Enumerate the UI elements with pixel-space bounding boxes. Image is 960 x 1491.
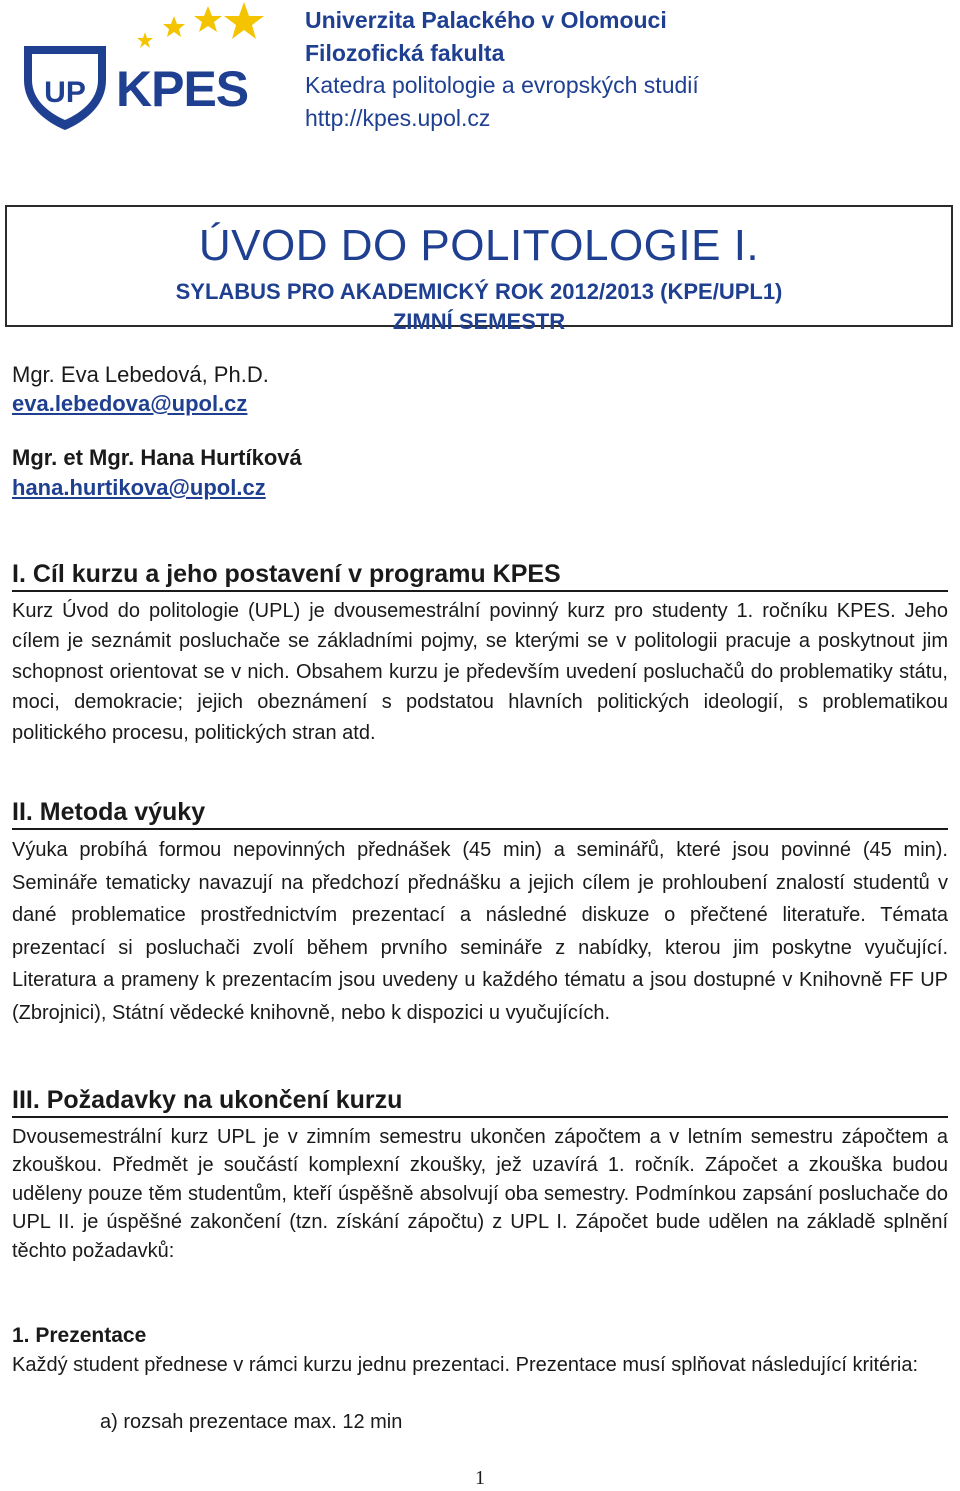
criteria-list-item: a) rozsah prezentace max. 12 min bbox=[100, 1411, 403, 1433]
university-info bbox=[305, 4, 699, 134]
faculty-name: Filozofická fakulta bbox=[305, 39, 505, 66]
kpes-logo bbox=[18, 2, 270, 152]
section-text-goal bbox=[12, 596, 948, 748]
logo-monogram: UP bbox=[44, 76, 86, 109]
author-email-1[interactable]: eva.lebedova@upol.cz bbox=[12, 391, 248, 416]
section-paragraph: Kurz Úvod do politologie (UPL) je dvousemestrální povinný kurz pro studenty 1. ročníku KPES. Jeho cílem je seznámit posluchače se základními pojmy, se kterými se v politologii pracuje a poskytnout jim schopnost orientovat se v nich. Obsahem kurzu je především uvedení posluchačů do problematiky státu, moci, demokracie; jejich obeznámení s podstatou hlavních politických ideologií, s problematikou politického procesu, politických stran atd. bbox=[12, 600, 948, 744]
syllabus-line: SYLABUS PRO AKADEMICKÝ ROK 2012/2013 (KPE/UPL1) bbox=[175, 279, 783, 304]
section-text-requirements bbox=[12, 1123, 948, 1265]
section-paragraph: Dvousemestrální kurz UPL je v zimním semestru ukončen zápočtem a v letním semestru zápočtem a zkouškou. Předmět je součástí komplexní zkoušky, jež uzavírá 1. ročník. Zápočet a zkouška budou uděleny pouze těm studentům, kteří úspěšně absolvují oba semestry. Podmínkou zapsání posluchače do UPL II. je úspěšné zakončení (tzn. získání zápočtu) z UPL I. Zápočet bude udělen na základě splnění těchto požadavků: bbox=[12, 1126, 948, 1262]
semester-line: ZIMNÍ SEMESTR bbox=[392, 309, 566, 334]
section-heading-goal: I. Cíl kurzu a jeho postavení v programu KPES bbox=[12, 559, 948, 592]
author-email-2[interactable]: hana.hurtikova@upol.cz bbox=[12, 475, 266, 500]
university-name: Univerzita Palackého v Olomouci bbox=[305, 7, 667, 33]
department-name: Katedra politologie a evropských studií bbox=[305, 72, 699, 98]
page-number: 1 bbox=[475, 1467, 485, 1489]
title-box bbox=[5, 205, 953, 334]
subsection-text-presentation bbox=[12, 1351, 948, 1379]
kpes-logo-graphic bbox=[18, 2, 270, 152]
section-heading-requirements: III. Požadavky na ukončení kurzu bbox=[12, 1085, 948, 1118]
author-name-1: Mgr. Eva Lebedová, Ph.D. bbox=[12, 362, 269, 387]
website-link[interactable]: http://kpes.upol.cz bbox=[305, 104, 491, 131]
section-paragraph: Výuka probíhá formou nepovinných přednášek (45 min) a seminářů, které jsou povinné (45 min). Semináře tematicky navazují na předchozí přednášku a jejich cílem je prohloubení znalostí studentů v dané problematice prostřednictvím prezentací a následné diskuze o přečtené literatuře. Témata prezentací si posluchači zvolí během prvního semináře z nabídky, kterou jim poskytne vyučující. Literatura a prameny k prezentacím jsou uvedeny u každého tématu a jsou dostupné v Knihovně FF UP (Zbrojnici), Státní vědecké knihovně, nebo k dispozici u vyučujících. bbox=[12, 839, 948, 1024]
subsection-paragraph: Každý student přednese v rámci kurzu jednu prezentaci. Prezentace musí splňovat následující kritéria: bbox=[12, 1354, 919, 1376]
logo-wordmark: KPES bbox=[116, 61, 249, 117]
course-title: ÚVOD DO POLITOLOGIE I. bbox=[198, 221, 760, 270]
section-text-method bbox=[12, 834, 948, 1029]
section-heading-method: II. Metoda výuky bbox=[12, 797, 948, 830]
author-name-2: Mgr. et Mgr. Hana Hurtíková bbox=[12, 445, 302, 470]
subsection-heading-presentation: 1. Prezentace bbox=[12, 1324, 147, 1347]
